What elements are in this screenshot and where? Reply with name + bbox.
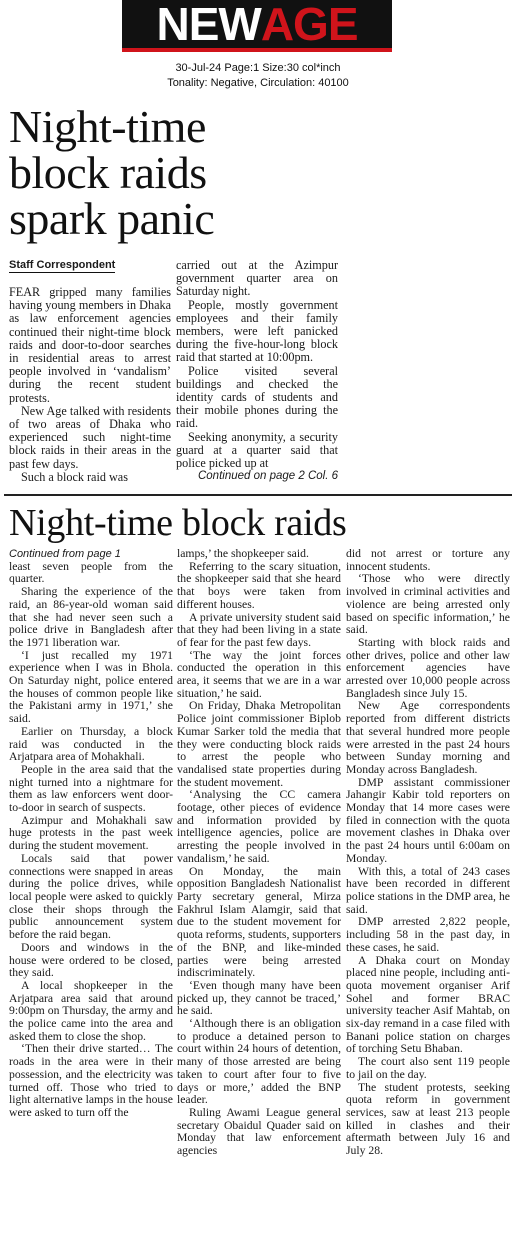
clipping-info-line-1: 30-Jul-24 Page:1 Size:30 col*inch [175, 62, 341, 74]
paragraph: ‘Analysing the CC camera footage, other pieces of evidence and information provided by intelligence agencies, police are arresting the people involved in vandalism,’ he said. [177, 788, 341, 865]
paragraph: carried out at the Azimpur government quarter area on Saturday night. [176, 258, 338, 299]
paragraph: People, mostly government employees and their family members, were left panicked during the five-hour-long block raid that started at 10:00pm. [176, 297, 338, 365]
paragraph: A private university student said that they had been living in a state of fear for the past few days. [177, 610, 341, 649]
paragraph: On Friday, Dhaka Metropolitan Police joint commissioner Biplob Kumar Sarker told the media that they were conducting block raids to arrest the people who vandalised state properties during the student movement. [177, 699, 341, 789]
paragraph: ‘Then their drive started… The roads in the area were in their possession, and the electricity was turned off. Those who tried to light alternative lamps in the house were asked to turn off the [9, 1042, 173, 1119]
paragraph: DMP arrested 2,822 people, including 58 in the past day, in these cases, he said. [346, 915, 510, 954]
paragraph: Seeking anonymity, a security guard at a quarter said that police picked up at [176, 429, 338, 471]
paragraph: A Dhaka court on Monday placed nine people, including anti-quota movement organiser Arif Sohel and former BRAC university teacher Asif Mahtab, on six-day remand in a case filed with Banani police station on charges of torching Setu Bhaban. [346, 953, 510, 1056]
paragraph: least seven people from the quarter. [9, 559, 173, 586]
clipping-info-line-2: Tonality: Negative, Circulation: 40100 [167, 77, 349, 89]
logo-text-new: NEW [156, 0, 261, 50]
continued-on-note: Continued on page 2 Col. 6 [197, 470, 338, 483]
masthead-logo [122, 0, 392, 56]
story2-column-1 [9, 548, 173, 1120]
paragraph: The court also sent 119 people to jail on the day. [346, 1055, 510, 1081]
paragraph: Azimpur and Mohakhali saw huge protests in the past week during the student movement. [9, 813, 173, 853]
paragraph: On Monday, the main opposition Bangladesh Nationalist Party secretary general, Mirza Fakhrul Islam Alamgir, said that due to the student movement for quota reforms, students, supporters of the BNP, and like-minded parties were being arrested indiscriminately. [177, 864, 341, 980]
paragraph: People in the area said that the night turned into a nightmare for them as law enforcers went door-to-door in search of suspects. [9, 762, 173, 815]
story2-column-3 [346, 548, 510, 1158]
paragraph: Locals said that power connections were snapped in areas during the police drives, while local people were asked to quickly close their shops through the public announcement system before the raid began. [9, 851, 173, 942]
paragraph: New Age talked with residents of two areas of Dhaka who experienced such night-time block raids in their areas in the past few days. [9, 403, 171, 471]
paragraph: Earlier on Thursday, a block raid was conducted in the Arjatpara area of Mohakhali. [9, 724, 173, 764]
paragraph: lamps,’ the shopkeeper said. [177, 547, 309, 560]
paragraph: A local shopkeeper in the Arjatpara area said that around 9:00pm on Thursday, the army and the police came into the area and asked them to close the shop. [9, 978, 173, 1043]
headline-line: Night-time [9, 101, 206, 152]
paragraph: DMP assistant commissioner Jahangir Kabir told reporters on Monday that 14 more cases were filed in connection with the quota movement clashes in Dhaka over the past 24 hours until 6:00am on Monday. [346, 775, 510, 865]
headline-line: block raids [9, 147, 207, 198]
continued-from-note: Continued from page 1 [9, 548, 121, 560]
paragraph: ‘Those who were directly involved in criminal activities and violence are being arrested only based on specific information,’ he said. [346, 572, 510, 637]
paragraph: The student protests, seeking quota reform in government services, saw at least 213 people killed in clashes and their aftermath between July 16 and July 28. [346, 1080, 510, 1158]
story2-headline: Night-time block raids [9, 502, 347, 544]
paragraph: Ruling Awami League general secretary Obaidul Quader said on Monday that law enforcement agencies [177, 1105, 341, 1158]
paragraph: ‘The way the joint forces conducted the operation in this area, it seems that we are in a war situation,’ he said. [177, 648, 341, 700]
paragraph: ‘I just recalled my 1971 experience when I was in Bhola. On Saturday night, police entered the houses of common people like the Pakistani army in 1971,’ she said. [9, 648, 173, 726]
paragraph: Doors and windows in the house were ordered to be closed, they said. [9, 940, 173, 980]
paragraph: Such a block raid was [21, 469, 128, 484]
paragraph: ‘Even though many have been picked up, they cannot be traced,’ he said. [177, 978, 341, 1018]
paragraph: Police visited several buildings and checked the identity cards of students and their mobile phones during the raid. [176, 363, 338, 431]
logo-text-age: AGE [260, 0, 358, 50]
paragraph: FEAR gripped many families having young members in Dhaka as law enforcement agencies continued their night-time block raids and door-to-door searches in residential areas to arrest people involved in ‘vandalism’ during the recent student protests. [9, 285, 171, 405]
paragraph: With this, a total of 243 cases have been recorded in different police stations in the DMP area, he said. [346, 864, 510, 916]
story1-headline [9, 101, 359, 244]
section-divider [4, 494, 512, 496]
headline-line: spark panic [9, 193, 215, 244]
paragraph: did not arrest or torture any innocent students. [346, 547, 510, 573]
story2-column-2 [177, 548, 341, 1158]
story1-column-2 [176, 259, 338, 483]
paragraph: Sharing the experience of the raid, an 86-year-old woman said that she had never seen such a police drive in Bangladesh after the 1971 liberation war. [9, 585, 173, 649]
paragraph: ‘Although there is an obligation to produce a detained person to court within 24 hours of detention, many of those arrested are being taken to court after four to five days or more,’ added the BNP leader. [177, 1017, 341, 1107]
byline: Staff Correspondent [9, 259, 116, 271]
paragraph: Starting with block raids and other drives, police and other law enforcement agencies have arrested over 10,000 people across Bangladesh since July 15. [346, 635, 510, 700]
paragraph: Referring to the scary situation, the shopkeeper said that she heard that boys were taken from different houses. [177, 559, 341, 611]
logo-block [122, 0, 392, 52]
paragraph: New Age correspondents reported from different districts that several hundred more people were arrested in the past 24 hours between Sunday morning and Monday across Bangladesh. [346, 699, 510, 776]
story1-column-1 [9, 286, 171, 484]
